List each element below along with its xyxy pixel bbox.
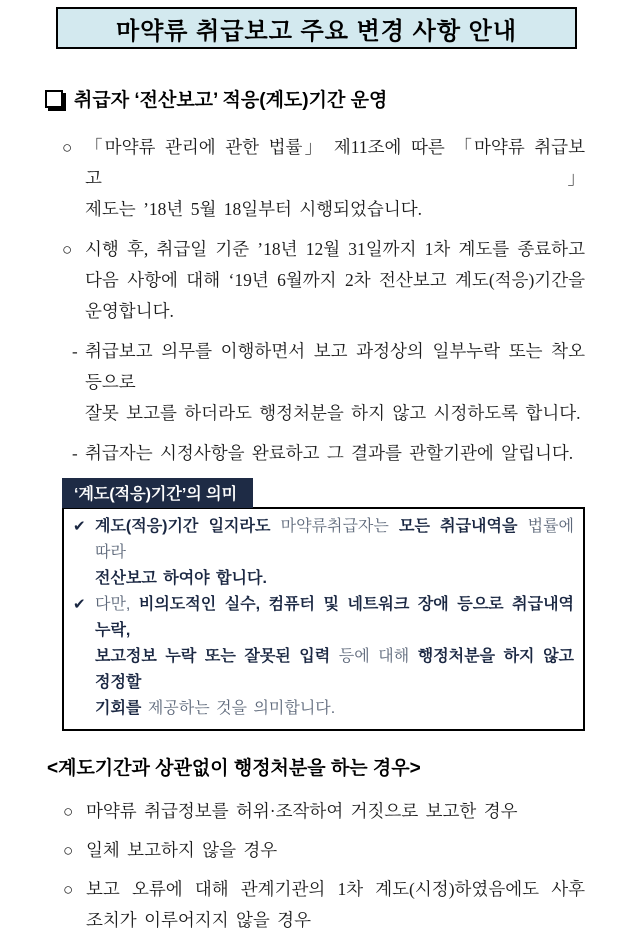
check-item [73,592,574,722]
square-bullet-icon [45,90,63,108]
check-line: 전산보고 하여야 합니다. [95,570,267,587]
circle-bullet-icon: ○ [63,841,74,860]
paragraph-line: 「마약류 관리에 관한 법률」 제11조에 따른 「마약류 취급보고」 [85,137,585,188]
dash-bullet-icon: - [72,342,78,361]
section1-heading-label: 취급자 ‘전산보고’ 적응(계도)기간 운영 [74,90,388,111]
check-item [73,514,574,592]
check-line: 계도(적응)기간 일지라도 마약류취급자는 모든 취급내역을 법률에 따라 [95,518,575,561]
list-item [62,438,585,469]
paragraph-line: 취급보고 의무를 이행하면서 보고 과정상의 일부누락 또는 착오 등으로 [85,341,585,392]
paragraph-line: 다음 사항에 대해 ‘19년 6월까지 2차 전산보고 계도(적응)기간을 [85,270,585,290]
paragraph-line: 조치가 이루어지지 않을 경우 [86,910,311,930]
check-line: 기회를 제공하는 것을 의미합니다. [95,700,336,717]
paragraph-line: 취급자는 시정사항을 완료하고 그 결과를 관할기관에 알립니다. [85,443,574,463]
section1-heading [45,85,632,112]
list-item [63,796,585,827]
paragraph-line: 시행 후, 취급일 기준 ’18년 12월 31일까지 1차 계도를 종료하고 [85,239,585,259]
title-banner [56,7,577,49]
info-box [62,478,585,731]
page-title: 마약류 취급보고 주요 변경 사항 안내 [115,17,518,45]
check-icon: ✔ [73,596,86,613]
list-item [62,132,585,225]
section1-body [62,132,585,469]
paragraph-line: 일체 보고하지 않을 경우 [86,840,278,860]
dash-bullet-icon: - [72,444,78,463]
paragraph-line: 마약류 취급정보를 허위·조작하여 거짓으로 보고한 경우 [86,801,518,821]
paragraph-line: 제도는 ’18년 5월 18일부터 시행되었습니다. [85,199,423,219]
section2-heading: <계도기간과 상관없이 행정처분을 하는 경우> [47,758,421,779]
check-line: 보고정보 누락 또는 잘못된 입력 등에 대해 행정처분을 하지 않고 정정할 [95,648,574,691]
circle-bullet-icon: ○ [63,880,74,899]
circle-bullet-icon: ○ [63,802,74,821]
paragraph-line: 보고 오류에 대해 관계기관의 1차 계도(시정)하였음에도 사후 [86,879,585,899]
check-icon: ✔ [73,518,86,535]
info-box-body [62,507,585,731]
list-item [63,874,585,936]
circle-bullet-icon: ○ [62,138,73,157]
info-box-tab: ‘계도(적응)기간’의 의미 [62,478,253,508]
paragraph-line: 잘못 보고를 하더라도 행정처분을 하지 않고 시정하도록 합니다. [85,403,581,423]
paragraph-line: 운영합니다. [85,301,174,321]
list-item [63,835,585,866]
circle-bullet-icon: ○ [62,240,73,259]
check-line: 다만, 비의도적인 실수, 컴퓨터 및 네트워크 장애 등으로 취급내역 누락, [95,596,574,639]
list-item [62,234,585,327]
notice-document-page [0,7,632,930]
section2-body [63,796,585,936]
list-item [62,336,585,429]
